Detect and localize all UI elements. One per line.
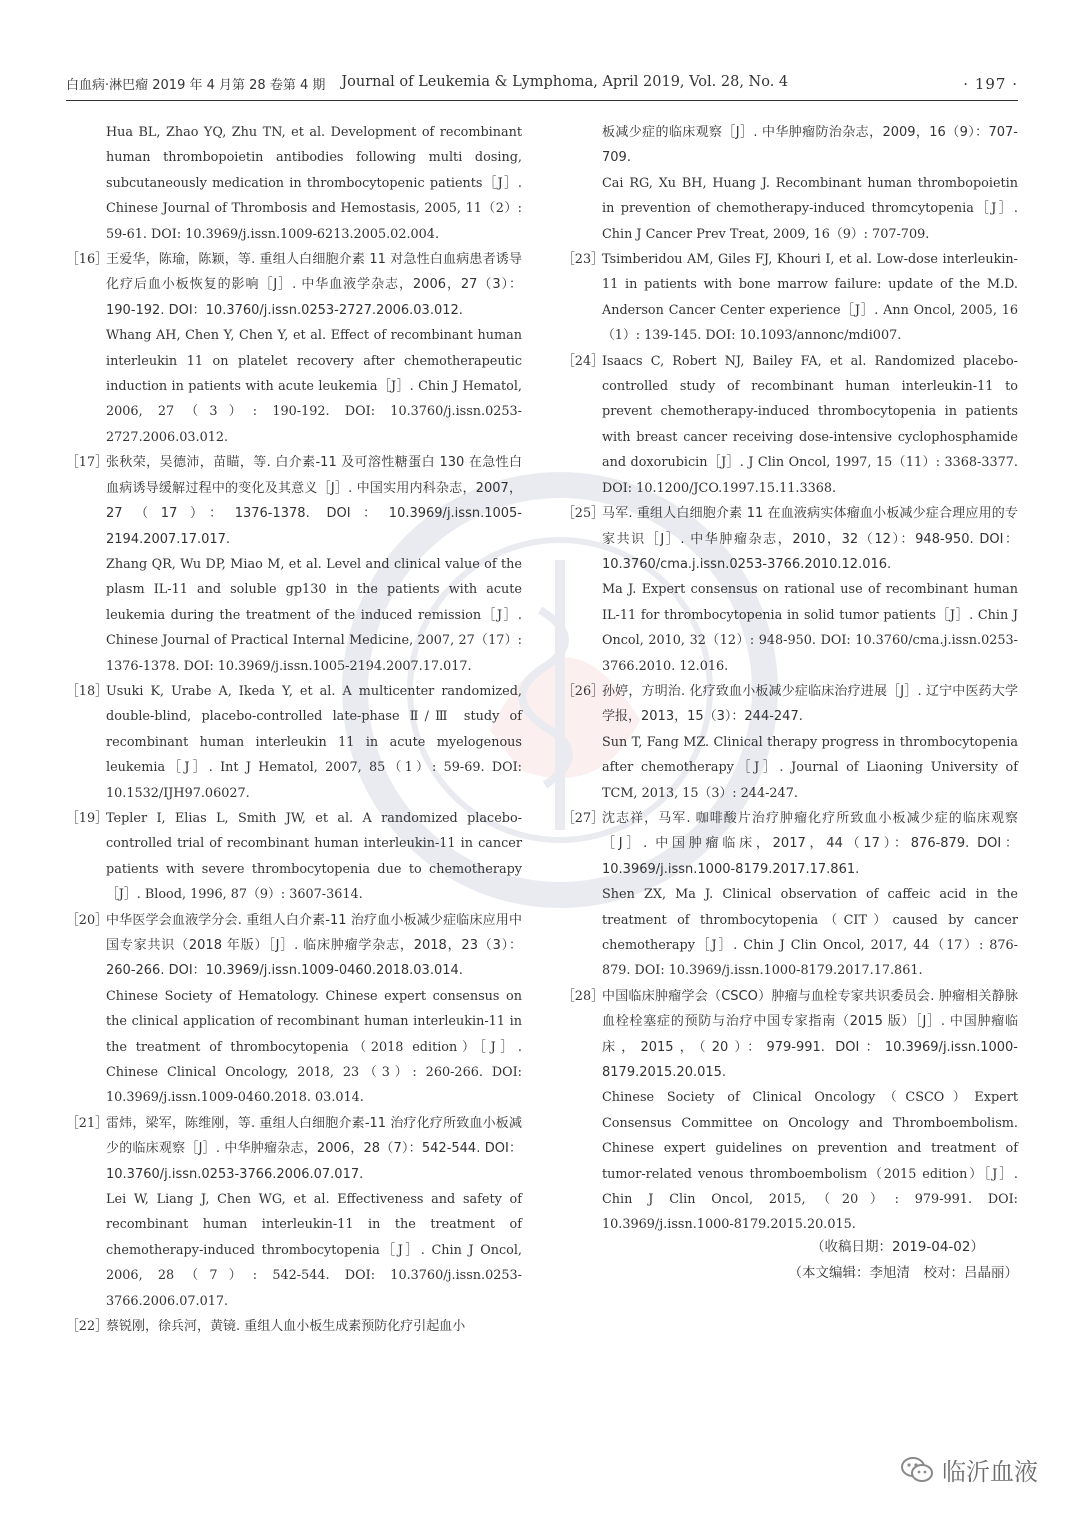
reference-text-cn: 中华医学会血液学分会. 重组人白介素-11 治疗血小板减少症临床应用中国专家共识（2018 年版）［J］. 临床肿瘤学杂志，2018，23（3）：260-266. DOI：10.3969/j.issn.1009-0460.2018.03.014.: [106, 912, 522, 979]
reference-text: Usuki K, Urabe A, Ikeda Y, et al. A multicenter randomized, double-blind, placebo-controlled late-phase Ⅱ/Ⅲ study of recombinant human interleukin 11 in acute myelogenous leukemia［J］. Int J Hematol, 2007, 85（1）: 59-69. DOI: 10.1532/IJH97.06027.: [106, 683, 522, 801]
reference-number: ［17］: [66, 455, 108, 471]
reference-text-cn: 中国临床肿瘤学会（CSCO）肿瘤与血栓专家共识委员会. 肿瘤相关静脉血栓栓塞症的预防与治疗中国专家指南（2015 版）［J］. 中国肿瘤临床，2015，（20）：979-991. DOI：10.3969/j.issn.1000-8179.2015.20.015.: [602, 988, 1018, 1081]
reference-number: ［23］: [562, 252, 604, 268]
journal-title-en: Journal of Leukemia & Lymphoma, April 2019, Vol. 28, No. 4: [341, 74, 789, 90]
reference-number: ［21］: [66, 1115, 108, 1131]
reference-entry: [66, 1111, 522, 1314]
reference-text-en: Chinese Society of Clinical Oncology（CSCO）Expert Consensus Committee on Oncology and Thromboembolism. Chinese expert guidelines on prevention and treatment of tumor-related venous thromboembolism（2015 edition）［J］. Chin J Clin Oncol, 2015,（20）: 979-991. DOI: 10.3969/j.issn.1000-8179.2015.20.015.: [602, 1090, 1018, 1233]
reference-entry: [562, 247, 1018, 349]
reference-entry: [562, 349, 1018, 501]
reference-entry: [66, 247, 522, 450]
reference-entry: [66, 806, 522, 908]
reference-entry: [66, 908, 522, 1111]
reference-entry: [562, 501, 1018, 679]
reference-text: Isaacs C, Robert NJ, Bailey FA, et al. Randomized placebo-controlled study of recombinant human interleukin-11 to prevent chemotherapy-induced thrombocytopenia in patients with breast cancer receiving dose-intensive cyclophosphamide and doxorubicin［J］. J Clin Oncol, 1997, 15（11）: 3368-3377. DOI: 10.1200/JCO.1997.15.11.3368.: [602, 353, 1018, 496]
reference-number: ［18］: [66, 683, 108, 699]
reference-number: ［20］: [66, 912, 108, 928]
reference-text: Tsimberidou AM, Giles FJ, Khouri I, et al. Low-dose interleukin-11 in patients with bone marrow failure: update of the M.D. Anderson Cancer Center experience［J］. Ann Oncol, 2005, 16（1）: 139-145. DOI: 10.1093/annonc/mdi007.: [602, 252, 1018, 344]
reference-number: ［28］: [562, 988, 604, 1004]
wechat-account-mark: [900, 1452, 1038, 1487]
reference-text-en: Zhang QR, Wu DP, Miao M, et al. Level and clinical value of the plasm IL-11 and soluble gp130 in the patients with acute leukemia during the treatment of the induced remission［J］. Chinese Journal of Practical Internal Medicine, 2007, 27（17）: 1376-1378. DOI: 10.3969/j.issn.1005-2194.2007.17.017.: [106, 556, 522, 674]
reference-entry: [66, 450, 522, 679]
reference-number: ［27］: [562, 810, 604, 826]
wechat-account-name: 临沂血液: [942, 1458, 1038, 1486]
reference-column-left: [66, 120, 522, 1340]
reference-entry: [562, 679, 1018, 806]
reference-text-cn: 张秋荣，吴德沛，苗瞄，等. 白介素-11 及可溶性糖蛋白 130 在急性白血病诱导缓解过程中的变化及其意义［J］. 中国实用内科杂志，2007，27（17）：1376-1378. DOI：10.3969/j.issn.1005-2194.2007.17.017.: [106, 455, 522, 547]
reference-number: ［22］: [66, 1319, 108, 1335]
reference-entry: [562, 806, 1018, 984]
reference-text: Hua BL, Zhao YQ, Zhu TN, et al. Development of recombinant human thrombopoietin antibodies following multi dosing, subcutaneously medication in thrombocytopenic patients［J］. Chinese Journal of Thrombosis and Hemostasis, 2005, 11（2）: 59-61. DOI: 10.3969/j.issn.1009-6213.2005.02.004.: [106, 125, 522, 242]
reference-column-right: [562, 120, 1018, 1238]
received-date: （收稿日期：2019-04-02）: [811, 1239, 984, 1255]
reference-entry: [66, 120, 522, 247]
reference-text-en: Sun T, Fang MZ. Clinical therapy progress in thrombocytopenia after chemotherapy［J］. Journal of Liaoning University of TCM, 2013, 15（3）: 244-247.: [602, 734, 1018, 801]
reference-entry: [562, 120, 1018, 247]
reference-number: ［25］: [562, 506, 604, 522]
reference-entry: [66, 679, 522, 806]
reference-text-en: Chinese Society of Hematology. Chinese expert consensus on the clinical application of recombinant human interleukin-11 in the treatment of thrombocytopenia（2018 edition）［J］. Chinese Clinical Oncology, 2018, 23（3）: 260-266. DOI: 10.3969/j.issn.1009-0460.2018. 03.014.: [106, 988, 522, 1106]
journal-title-cn: 白血病·淋巴瘤 2019 年 4 月第 28 卷第 4 期: [66, 78, 326, 93]
wechat-icon: [900, 1455, 934, 1485]
reference-text-cn: 王爱华，陈瑜，陈颖，等. 重组人白细胞介素 11 对急性白血病患者诱导化疗后血小板恢复的影响［J］. 中华血液学杂志，2006，27（3）：190-192. DOI：10.3760/j.issn.0253-2727.2006.03.012.: [106, 252, 522, 318]
reference-text-en: Cai RG, Xu BH, Huang J. Recombinant human thrombopoietin in prevention of chemotherapy-induced thromcytopenia［J］. Chin J Cancer Prev Treat, 2009, 16（9）: 707-709.: [602, 175, 1018, 242]
reference-text-cn: 马军. 重组人白细胞介素 11 在血液病实体瘤血小板减少症合理应用的专家共识［J］. 中华肿瘤杂志，2010，32（12）：948-950. DOI：10.3760/cma.j.issn.0253-3766.2010.12.016.: [602, 506, 1018, 572]
reference-text-en: Lei W, Liang J, Chen WG, et al. Effectiveness and safety of recombinant human interleukin-11 in the treatment of chemotherapy-induced thrombocytopenia［J］. Chin J Oncol, 2006, 28（7）: 542-544. DOI: 10.3760/j.issn.0253-3766.2006.07.017.: [106, 1192, 522, 1309]
reference-text-en: Shen ZX, Ma J. Clinical observation of caffeic acid in the treatment of thrombocytopenia（CIT）caused by cancer chemotherapy［J］. Chin J Clin Oncol, 2017, 44（17）: 876-879. DOI: 10.3969/j.issn.1000-8179.2017.17.861.: [602, 887, 1018, 979]
editor-credit: （本文编辑：李旭清 校对：吕晶丽）: [788, 1265, 1018, 1281]
reference-text-cn: 板减少症的临床观察［J］. 中华肿瘤防治杂志，2009，16（9）：707-709.: [602, 125, 1018, 166]
reference-number: ［19］: [66, 810, 108, 826]
reference-text-cn: 孙婷，方明治. 化疗致血小板减少症临床治疗进展［J］. 辽宁中医药大学学报，2013，15（3）：244-247.: [602, 683, 1018, 725]
reference-number: ［26］: [562, 683, 604, 699]
reference-text-en: Ma J. Expert consensus on rational use of recombinant human IL-11 for thrombocytopenia in solid tumor patients［J］. Chin J Oncol, 2010, 32（12）: 948-950. DOI: 10.3760/cma.j.issn.0253-3766.2010. 12.016.: [602, 582, 1018, 674]
page-number: · 197 ·: [963, 75, 1018, 93]
running-header: [66, 74, 1018, 101]
reference-text-cn: 沈志祥，马军. 咖啡酸片治疗肿瘤化疗所致血小板减少症的临床观察［J］. 中国肿瘤临床，2017，44（17）：876-879. DOI：10.3969/j.issn.1000-8179.2017.17.861.: [602, 810, 1018, 877]
reference-number: ［24］: [562, 353, 604, 369]
reference-number: ［16］: [66, 252, 108, 268]
reference-text-cn: 蔡锐刚，徐兵河，黄镜. 重组人血小板生成素预防化疗引起血小: [106, 1319, 466, 1335]
reference-entry: [562, 984, 1018, 1238]
reference-entry: [66, 1314, 522, 1339]
reference-text: Tepler I, Elias L, Smith JW, et al. A randomized placebo-controlled trial of recombinant human interleukin-11 in cancer patients with severe thrombocytopenia due to chemotherapy［J］. Blood, 1996, 87（9）: 3607-3614.: [106, 810, 522, 903]
article-footer: [700, 1234, 1018, 1286]
reference-text-cn: 雷炜，梁军，陈维刚，等. 重组人白细胞介素-11 治疗化疗所致血小板减少的临床观察［J］. 中华肿瘤杂志，2006，28（7）：542-544. DOI：10.3760/j.issn.0253-3766.2006.07.017.: [106, 1115, 522, 1182]
reference-text-en: Whang AH, Chen Y, Chen Y, et al. Effect of recombinant human interleukin 11 on platelet recovery after chemotherapeutic induction in patients with acute leukemia［J］. Chin J Hematol, 2006, 27（3）: 190-192. DOI: 10.3760/j.issn.0253-2727.2006.03.012.: [106, 328, 522, 445]
